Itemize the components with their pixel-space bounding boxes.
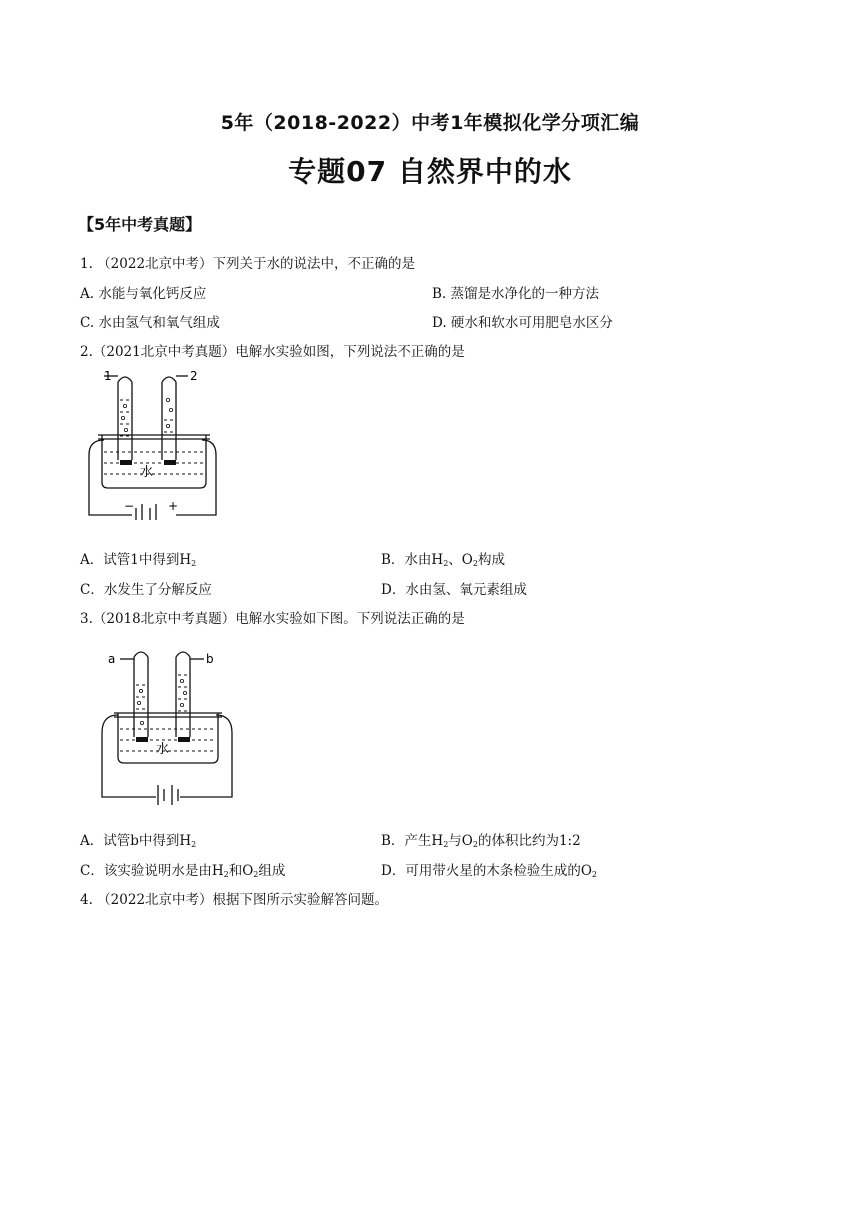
electrolysis-diagram-1 — [84, 370, 224, 520]
minus-sign: − — [124, 499, 135, 513]
water-label: 水 — [156, 742, 170, 757]
tube-a-label: a — [108, 652, 116, 666]
question-2-option-a: A．试管1中得到$H_2$ — [80, 552, 197, 568]
question-2-option-d: D．水由氢、氧元素组成 — [381, 582, 527, 598]
document-subtitle: 5年（2018-2022）中考1年模拟化学分项汇编 — [220, 112, 640, 134]
plus-sign: + — [168, 499, 179, 513]
document-title: 专题07 自然界中的水 — [288, 155, 572, 188]
tube-b-label: b — [206, 652, 214, 666]
question-1-option-c: C. 水由氢气和氧气组成 — [80, 315, 220, 331]
question-2-option-c: C．水发生了分解反应 — [80, 582, 212, 598]
water-label: 水 — [140, 465, 154, 480]
question-3-stem: 3.（2018北京中考真题）电解水实验如下图。下列说法正确的是 — [80, 611, 465, 627]
question-3-option-c: C．该实验说明水是由$H_2$和$O_2$组成 — [80, 863, 286, 879]
question-1-option-a: A. 水能与氧化钙反应 — [80, 286, 207, 302]
electrolysis-diagram-2 — [100, 645, 240, 805]
section-heading: 【5年中考真题】 — [78, 215, 202, 234]
question-2-stem: 2.（2021北京中考真题）电解水实验如图，下列说法不正确的是 — [80, 344, 465, 360]
question-2-option-b: B．水由$H_2$、$O_2$构成 — [381, 552, 505, 568]
question-3-option-a: A．试管b中得到$H_2$ — [80, 833, 197, 849]
question-3-option-b: B．产生$H_2$与$O_2$的体积比约为1:2 — [381, 833, 581, 849]
question-4-stem: 4. （2022北京中考）根据下图所示实验解答问题。 — [80, 892, 389, 908]
tube-2-label: 2 — [190, 370, 198, 383]
question-1-stem: 1. （2022北京中考）下列关于水的说法中，不正确的是 — [80, 256, 416, 272]
tube-1-label: 1 — [104, 370, 112, 383]
question-1-option-d: D. 硬水和软水可用肥皂水区分 — [432, 315, 613, 331]
question-3-option-d: D．可用带火星的木条检验生成的$O_2$ — [381, 863, 597, 879]
question-1-option-b: B. 蒸馏是水净化的一种方法 — [432, 286, 600, 302]
